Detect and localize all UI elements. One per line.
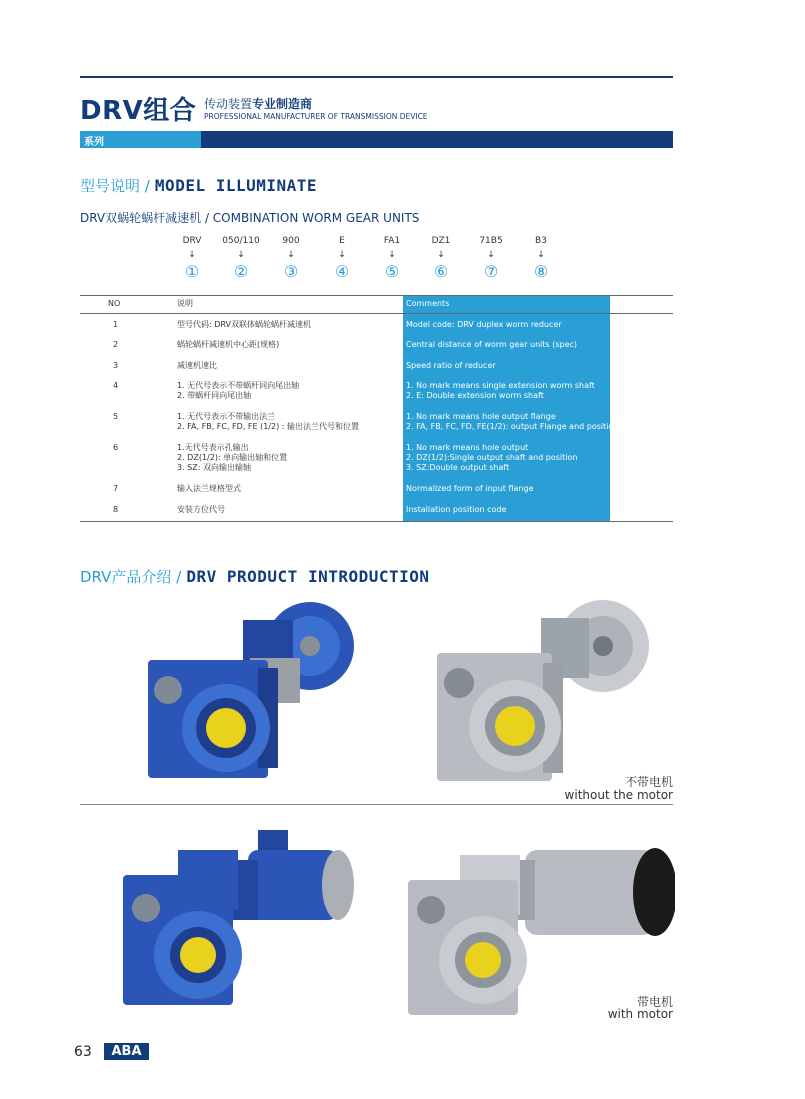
table-row-en: Model code: DRV duplex worm reducer [406, 320, 562, 329]
table-row-cn: 2. FA, FB, FC, FD, FE (1/2) : 输出法兰代号和位置 [177, 422, 359, 431]
table-row-cn: 蜗轮蜗杆减速机中心距(规格) [177, 340, 280, 349]
table-header-rule [80, 313, 673, 314]
arrow-down-icon: ↓ [287, 250, 295, 260]
table-top-rule [80, 295, 673, 296]
arrow-down-icon: ↓ [537, 250, 545, 260]
table-row-en: 2. FA, FB, FC, FD, FE(1/2): output Flange and position [406, 422, 619, 431]
code-number: ③ [283, 262, 299, 281]
table-row-en: Central distance of worm gear units (spec) [406, 340, 578, 349]
code-label: 71B5 [479, 236, 503, 246]
product-heading [80, 566, 430, 587]
product-divider [80, 804, 673, 805]
table-row-en: 1. No mark means hole output flange [406, 412, 556, 421]
code-label: 900 [282, 236, 300, 246]
table-row-en: 1. No mark means single extension worm shaft [406, 381, 595, 390]
code-label: DZ1 [431, 236, 451, 246]
table-row-no: 3 [113, 361, 119, 370]
caption-with-motor-cn: 带电机 [636, 995, 673, 1009]
table-row-no: 8 [113, 505, 119, 514]
code-label: 050/110 [222, 236, 260, 246]
code-number: ⑧ [533, 262, 549, 281]
header-rule [80, 76, 673, 78]
arrow-down-icon: ↓ [188, 250, 196, 260]
arrow-down-icon: ↓ [338, 250, 346, 260]
tagline-en: PROFESSIONAL MANUFACTURER OF TRANSMISSION DEVICE [204, 112, 428, 121]
code-number: ① [184, 262, 200, 281]
product-heading-cn: DRV产品介绍 / [80, 568, 182, 586]
code-number: ⑤ [384, 262, 400, 281]
table-row-cn: 1. 无代号表示不带蜗杆同向尾出轴 [177, 381, 300, 390]
product-heading-en: DRV PRODUCT INTRODUCTION [186, 567, 430, 586]
table-row-no: 2 [113, 340, 119, 349]
table-row-cn: 安装方位代号 [177, 505, 225, 514]
code-number: ② [233, 262, 249, 281]
table-row-cn: 减速机速比 [177, 361, 217, 370]
page-number: 63 [74, 1044, 92, 1060]
model-heading-cn: 型号说明 / [80, 177, 150, 195]
table-row-no: 5 [113, 412, 119, 421]
table-row-en: Speed ratio of reducer [406, 361, 496, 370]
table-header-no: NO [108, 299, 121, 308]
table-row-en: Installation position code [406, 505, 507, 514]
code-label: FA1 [383, 236, 401, 246]
table-bottom-rule [80, 521, 673, 522]
table-row-cn: 1.无代号表示孔输出 [177, 443, 249, 452]
series-label: 系列 [84, 137, 104, 148]
code-label: B3 [535, 236, 547, 246]
arrow-down-icon: ↓ [237, 250, 245, 260]
code-label: DRV [182, 236, 202, 246]
model-heading [80, 175, 317, 196]
code-number: ⑥ [433, 262, 449, 281]
table-row-no: 7 [113, 484, 119, 493]
table-header-desc-en: Comments [406, 299, 450, 308]
brand-title: DRV组合 [80, 96, 197, 126]
table-row-en: 2. DZ(1/2):Single output shaft and position [406, 453, 578, 462]
silver-gearbox-image [433, 588, 663, 788]
table-row-cn: 3. SZ: 双向输出输轴 [177, 463, 251, 472]
model-subheading: DRV双蜗轮蜗杆减速机 / COMBINATION WORM GEAR UNITS [80, 211, 420, 225]
caption-with-motor-en: with motor [607, 1007, 673, 1021]
blue-gearbox-image [138, 598, 368, 783]
caption-without-motor-cn: 不带电机 [624, 775, 673, 789]
table-row-cn: 输入法兰规格型式 [177, 484, 241, 493]
arrow-down-icon: ↓ [437, 250, 445, 260]
model-heading-en: MODEL ILLUMINATE [154, 176, 318, 195]
series-bar [201, 131, 673, 148]
tagline-cn [204, 95, 312, 112]
code-number: ④ [334, 262, 350, 281]
tagline-cn-bold: 专业制造商 [252, 97, 313, 111]
table-row-no: 4 [113, 381, 119, 390]
table-row-cn: 2. 带蜗杆同向尾出轴 [177, 391, 252, 400]
tagline-cn-prefix: 传动装置 [204, 97, 253, 111]
code-label: E [339, 236, 345, 246]
table-row-no: 1 [113, 320, 119, 329]
table-row-en: 3. SZ:Double output shaft [406, 463, 510, 472]
table-header-desc-cn: 说明 [177, 299, 193, 308]
arrow-down-icon: ↓ [487, 250, 495, 260]
table-row-cn: 1. 无代号表示不带输出法兰 [177, 412, 276, 421]
table-row-en: Normalized form of input flange [406, 484, 534, 493]
silver-gearbox-with-motor-image [405, 830, 675, 1020]
aba-logo-text: ABA [111, 1044, 142, 1059]
arrow-down-icon: ↓ [388, 250, 396, 260]
blue-gearbox-with-motor-image [118, 820, 358, 1010]
table-row-no: 6 [113, 443, 119, 452]
table-row-cn: 型号代码: DRV双联体蜗轮蜗杆减速机 [177, 320, 311, 329]
table-row-cn: 2. DZ(1/2): 单向输出轴和位置 [177, 453, 288, 462]
code-number: ⑦ [483, 262, 499, 281]
table-row-en: 1. No mark means hole output [406, 443, 529, 452]
table-row-en: 2. E: Double extension worm shaft [406, 391, 544, 400]
caption-without-motor-en: without the motor [564, 788, 673, 802]
